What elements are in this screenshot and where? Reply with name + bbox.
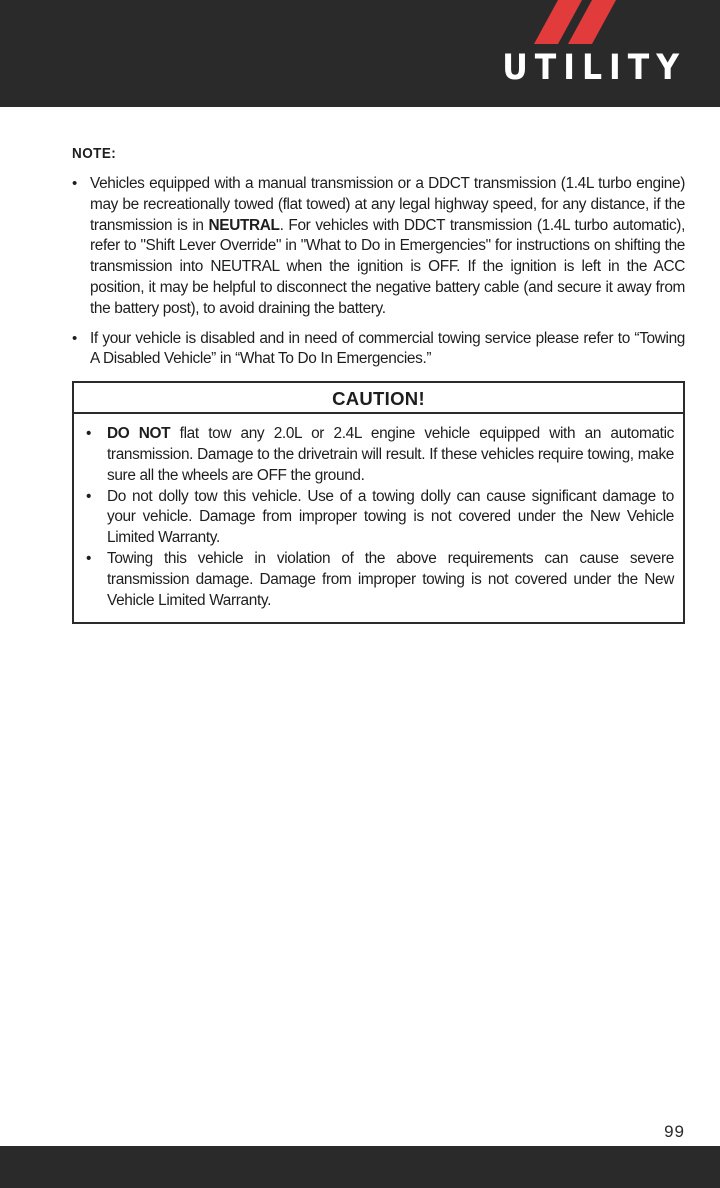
caution-title: CAUTION! [74, 383, 683, 414]
note-item [72, 174, 685, 320]
caution-text: flat tow any 2.0L or 2.4L engine vehicle equipped with an automatic transmission. Damage to the drivetrain will result. If these vehicles require towing, make sure all the wheels are OFF the ground. [107, 425, 675, 484]
footer-bar [0, 1146, 720, 1188]
bullet-icon: • [72, 329, 77, 347]
caution-text: Towing this vehicle in violation of the above requirements can cause severe transmission damage. Damage from improper towing is not covered under the New Vehicle Limited Warranty. [107, 549, 674, 609]
section-title: UTILITY [502, 48, 686, 88]
bullet-icon: • [72, 175, 77, 192]
page-number: 99 [664, 1122, 685, 1141]
caution-item [84, 549, 674, 611]
note-emphasis: NEUTRAL [208, 216, 280, 234]
bullet-icon: • [86, 549, 92, 567]
bullet-icon: • [86, 487, 92, 505]
brand-stripes-icon [528, 0, 628, 44]
note-text: Vehicles equipped with a manual transmission or a DDCT transmission (1.4L turbo engine) may be recreationally towed (flat towed) at any legal highway speed, for any distance, if the transmission is in [90, 175, 685, 234]
page-content [72, 145, 685, 624]
bullet-icon: • [86, 425, 92, 443]
note-text: . For vehicles with DDCT transmission (1.4L turbo automatic), refer to "Shift Lever Override" in "What to Do in Emergencies" for instructions on shifting the transmission into NEUTRAL when the ignition is OFF. If the ignition is left in the ACC position, it may be helpful to disconnect the negative battery cable (and secure it away from the battery post), to avoid draining the battery. [90, 216, 686, 317]
caution-item [84, 487, 674, 549]
caution-emphasis: DO NOT [107, 425, 171, 443]
caution-text: Do not dolly tow this vehicle. Use of a towing dolly can cause significant damage to your vehicle. Damage from improper towing is not covered under the New Vehicle Limited Warranty. [107, 487, 674, 547]
note-label: NOTE: [72, 145, 117, 162]
caution-list [74, 414, 683, 622]
note-list [72, 174, 685, 370]
note-item [72, 329, 685, 371]
caution-item [84, 424, 674, 486]
header-bar [0, 0, 720, 107]
caution-box [72, 381, 685, 624]
note-text: If your vehicle is disabled and in need of commercial towing service please refer to “Towing A Disabled Vehicle” in “What To Do In Emergencies.” [90, 329, 685, 368]
